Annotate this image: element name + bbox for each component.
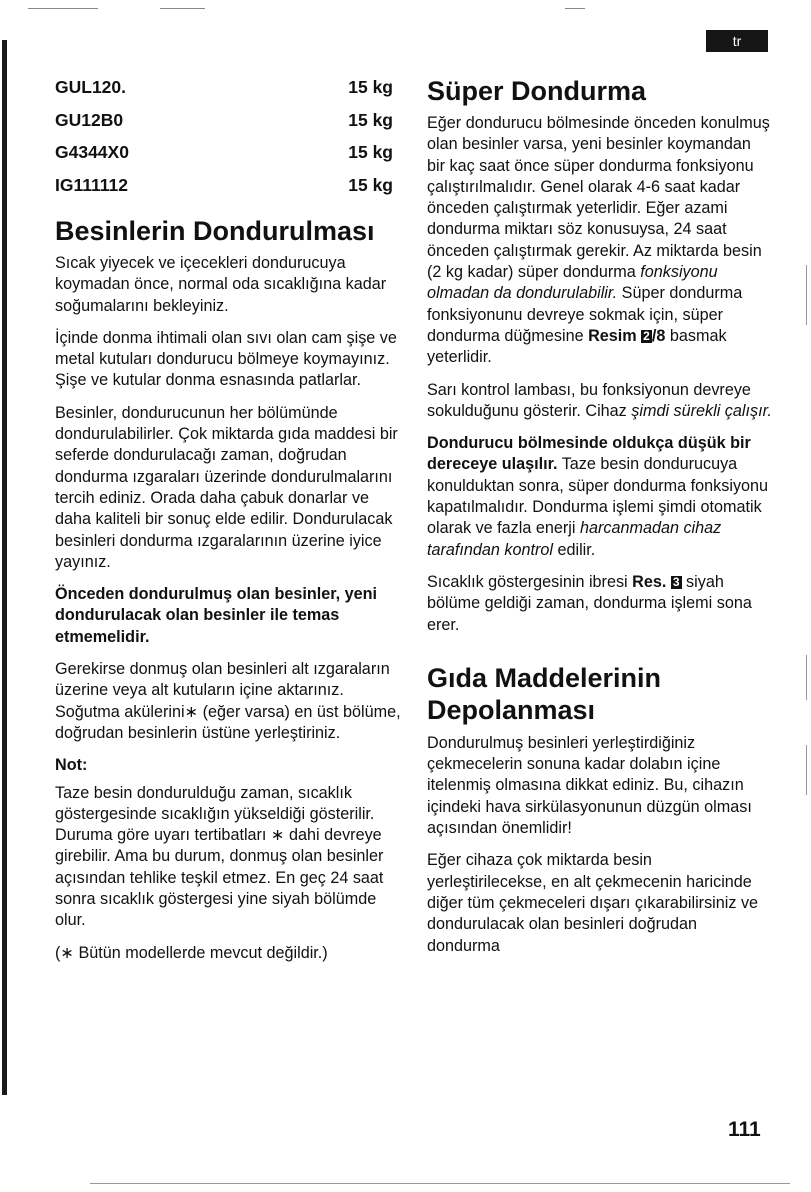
- super-freeze-paragraph: [427, 380, 772, 423]
- model-weight: 15 kg: [348, 109, 393, 130]
- model-weight: 15 kg: [348, 174, 393, 195]
- model-weight: 15 kg: [348, 77, 393, 97]
- figure-ref: Res.: [632, 572, 667, 591]
- super-freeze-paragraph: [427, 572, 772, 636]
- freezing-paragraph: Sıcak yiyecek ve içecekleri dondurucuya koymadan önce, normal oda sıcaklığına kadar soğumalarını bekleyiniz.: [55, 254, 387, 315]
- text: Eğer dondurucu bölmesinde önceden konulmuş olan besinler varsa, yeni besinler koymandan bir kaç saat önce süper dondurma fonksiyonu çalıştırılmalıdır. Genel olarak 4-6 saat kadar önceden çalıştırmak yeterlidir. Eğer azami dondurma miktarı söz konusuysa, 24 saat önceden çalıştırmak gerekir. Az miktarda besin (2 kg kadar) süper dondurma: [427, 114, 770, 282]
- model-row: [55, 75, 405, 108]
- super-freeze-heading: Süper Dondurma: [427, 76, 647, 106]
- note-label: Not:: [55, 756, 88, 775]
- freezing-paragraph: İçinde donma ihtimali olan sıvı olan cam şişe ve metal kutuları dondurucu bölmeye koymayınız. Şişe ve kutular donma esnasında patlarlar.: [55, 328, 397, 390]
- super-freeze-paragraph: [427, 433, 772, 561]
- text: Taze besin dondurucuya konulduktan sonra, süper dondurma fonksiyonu kapatılmalıdır. Dondurma işlemi şimdi otomatik olarak ve fazla enerji: [427, 455, 769, 538]
- model-name: GUL120.: [55, 77, 126, 97]
- italic-text: fonksiyonu olmadan da dondurulabilir.: [427, 263, 718, 303]
- language-tab: tr: [706, 30, 768, 52]
- text: Sıcaklık göstergesinin ibresi: [427, 572, 633, 591]
- text: edilir.: [552, 540, 596, 559]
- margin-mark: [806, 655, 807, 700]
- bold-text: Dondurucu bölmesinde oldukça düşük bir dereceye ulaşılır.: [427, 434, 751, 474]
- model-name: IG111112: [55, 174, 129, 195]
- storage-paragraph: Dondurulmuş besinleri yerleştirdiğiniz çekmecelerin sonuna kadar dolabın içine itelenmiş olmasına dikkat ediniz. Bu, cihazın içindeki hava sirkülasyonunun düzgün olması açısından önemlidir!: [427, 733, 752, 838]
- model-row: [55, 173, 405, 206]
- model-name: G4344X0: [55, 142, 129, 162]
- left-margin-bar: [2, 40, 7, 1095]
- model-name: GU12B0: [55, 109, 124, 130]
- top-rule: [160, 8, 205, 9]
- top-rule: [28, 8, 98, 9]
- bottom-rule: [90, 1183, 790, 1184]
- italic-text: şimdi sürekli çalışır.: [631, 401, 772, 420]
- freezing-paragraph: Gerekirse donmuş olan besinleri alt ızgaraların üzerine veya alt kutuların içine aktarınız. Soğutma akülerini∗ (eğer varsa) en üst bölüme, doğrudan besinlerin üstüne yerleştiriniz.: [55, 660, 401, 742]
- model-list: [55, 75, 405, 205]
- model-row: [55, 108, 405, 141]
- freezing-heading: Besinlerin Dondurulması: [55, 216, 375, 246]
- figure-ref: Resim: [588, 326, 637, 345]
- note-text: Taze besin dondurulduğu zaman, sıcaklık göstergesinde sıcaklığın yükseldiği gösterilir. Duruma göre uyarı tertibatları ∗ dahi devreye girebilir. Ama bu durum, donmuş olan besinler açısından tehlike teşkil etmez. En geç 24 saat sonra sıcaklık göstergesi yine siyah bölümde olur.: [55, 783, 384, 930]
- model-weight: 15 kg: [348, 142, 393, 162]
- freezing-warning: Önceden dondurulmuş olan besinler, yeni dondurulacak olan besinler ile temas etmemelidir.: [55, 585, 378, 646]
- margin-mark: [806, 745, 807, 795]
- model-row: [55, 140, 405, 173]
- text: siyah bölüme geldiği zaman, dondurma işlemi sona erer.: [427, 572, 752, 634]
- right-column: [427, 75, 772, 957]
- text: Süper dondurma fonksiyonunu devreye sokmak için, süper dondurma düğmesine: [427, 284, 743, 345]
- text: basmak yeterlidir.: [427, 326, 727, 367]
- footnote: (∗ Bütün modellerde mevcut değildir.): [55, 943, 328, 962]
- storage-paragraph: Eğer cihaza çok miktarda besin yerleştirilecekse, en alt çekmecenin haricinde diğer tüm çekmeceleri dışarı çıkarabilirsiniz ve dondurulacak olan besinleri doğrudan dondurma: [427, 851, 759, 955]
- text: Sarı kontrol lambası, bu fonksiyonun devreye sokulduğunu gösterir. Cihaz: [427, 380, 751, 420]
- figure-badge: 2: [643, 328, 650, 343]
- freezing-paragraph: Besinler, dondurucunun her bölümünde dondurulabilirler. Çok miktarda gıda maddesi bir seferde dondurulacağı zaman, doğrudan dondurma ızgaraları üzerinde dondurulmalarını tercih ediniz. Orada daha çabuk donarlar ve daha kaliteli bir sonuç elde edilir. Dondurulacak besinleri dondurma ızgaralarının üzerine iyice yayınız.: [55, 403, 398, 571]
- figure-badge: 3: [672, 574, 680, 589]
- super-freeze-paragraph: [427, 113, 772, 369]
- storage-heading: Gıda Maddelerinin Depolanması: [427, 662, 662, 725]
- left-column: [55, 75, 405, 964]
- italic-text: harcanmadan cihaz tarafından kontrol: [427, 519, 722, 559]
- figure-ref-suffix: /8: [651, 326, 666, 345]
- margin-mark: [806, 265, 807, 325]
- top-rule: [565, 8, 585, 9]
- page-number: 111: [728, 1118, 761, 1141]
